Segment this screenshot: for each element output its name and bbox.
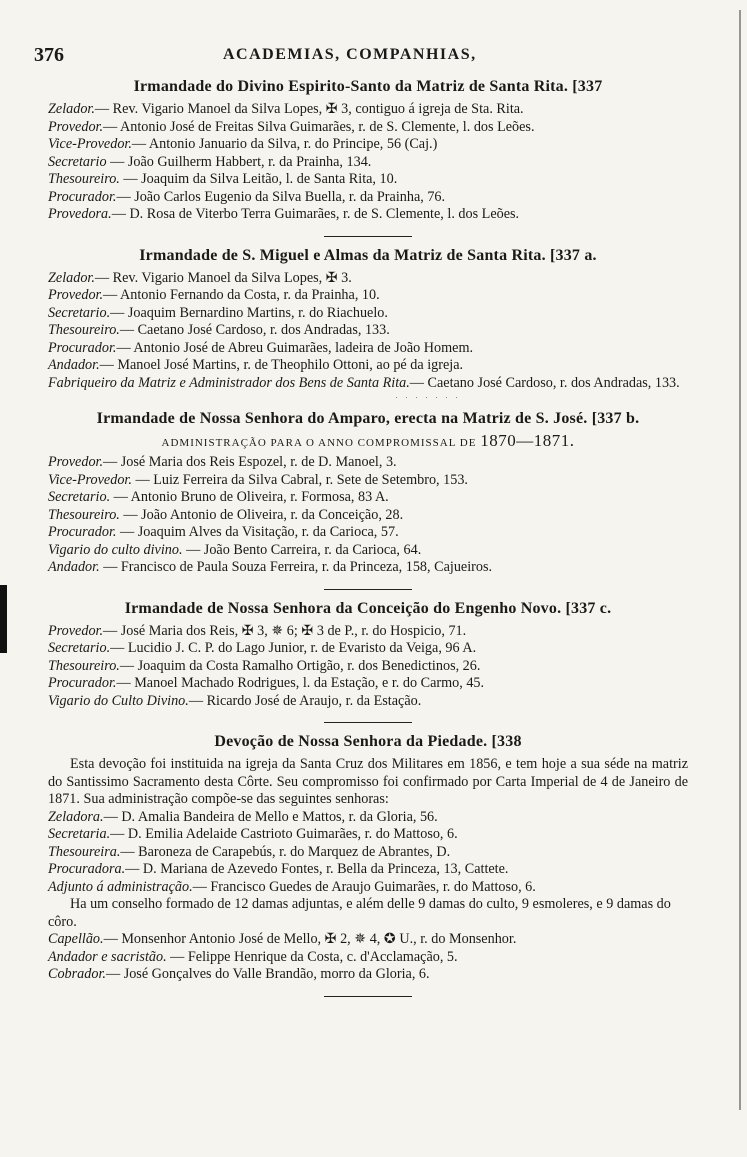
officer-entry <box>48 340 688 358</box>
officer-role: Thesoureira. <box>48 843 121 860</box>
section-title: Devoção de Nossa Senhora da Piedade. [338 <box>214 733 522 750</box>
officer-role: Vigario do culto divino. <box>48 541 183 558</box>
officer-details: — Antonio Januario da Silva, r. do Principe, 56 (Caj.) <box>131 136 438 152</box>
officer-details: — Joaquim Bernardino Martins, r. do Riachuelo. <box>110 304 388 321</box>
officer-details: — Caetano José Cardoso, r. dos Andradas, 133. <box>409 374 680 391</box>
officer-entry <box>48 119 688 137</box>
officer-details: — Francisco Guedes de Araujo Guimarães, r. do Mattoso, 6. <box>192 878 536 895</box>
officer-details: — José Gonçalves do Valle Brandão, morro da Gloria, 6. <box>105 966 430 982</box>
officer-details: — D. Emilia Adelaide Castrioto Guimarães, r. do Mattoso, 6. <box>110 826 458 842</box>
officer-role: Vigario do Culto Divino. <box>48 692 189 709</box>
officer-details: — João Bento Carreira, r. da Carioca, 64. <box>182 541 422 558</box>
document-page <box>34 38 688 1007</box>
officer-details: — Manoel Machado Rodrigues, l. da Estação, e r. do Carmo, 45. <box>116 675 485 691</box>
officer-details: — D. Amalia Bandeira de Mello e Mattos, r. da Gloria, 56. <box>103 808 438 825</box>
officer-role: Procurador. <box>48 188 117 205</box>
binding-mark <box>0 585 7 653</box>
officer-role: Cobrador. <box>48 966 106 982</box>
officer-details: — Antonio José de Abreu Guimarães, ladeira de João Homem. <box>116 339 474 356</box>
officer-entry <box>48 375 688 393</box>
officer-details: — Francisco de Paula Souza Ferreira, r. da Princeza, 158, Cajueiros. <box>99 559 493 575</box>
page-edge <box>739 10 741 1110</box>
section-paragraph: Esta devoção foi instituida na igreja da Santa Cruz dos Militares em 1856, e tem hoje a sua séde na matriz do Santissimo Sacramento desta Côrte. Seu compromisso foi confirmado por Carta Imperial de 4 de Janeiro de 1871. Sua administração compõe-se das seguintes senhoras: <box>48 756 688 807</box>
officer-details: — Rev. Vigario Manoel da Silva Lopes, ✠ 3, contiguo á igreja de Sta. Rita. <box>94 101 524 117</box>
officer-details: — D. Mariana de Azevedo Fontes, r. Bella da Princeza, 13, Cattete. <box>125 861 509 877</box>
officer-details: — Antonio Bruno de Oliveira, r. Formosa, 83 A. <box>110 489 389 505</box>
officer-role: Procurador. <box>48 339 117 356</box>
officer-role: Thesoureiro. <box>48 322 120 338</box>
officer-details: — Manoel José Martins, r. de Theophilo Ottoni, ao pé da igreja. <box>99 357 464 373</box>
section-nossa-senhora-amparo <box>48 410 688 577</box>
section-divider <box>324 236 412 237</box>
officer-list <box>48 623 688 711</box>
officer-entry <box>48 287 688 305</box>
officer-entry <box>48 559 688 577</box>
officer-details: — João Antonio de Oliveira, r. da Conceição, 28. <box>119 506 404 523</box>
officer-role: Adjunto á administração. <box>48 878 193 895</box>
officer-role: Provedor. <box>48 454 104 470</box>
officer-entry <box>48 542 688 560</box>
officer-entry <box>48 171 688 189</box>
officer-entry <box>48 844 688 862</box>
officer-entry <box>48 861 688 879</box>
officer-list <box>48 101 688 224</box>
officer-details: — Joaquim da Silva Leitão, l. de Santa Rita, 10. <box>119 171 398 187</box>
section-title: Irmandade do Divino Espirito-Santo da Matriz de Santa Rita. [337 <box>133 78 603 95</box>
officer-role: Andador. <box>48 559 100 575</box>
officer-role: Provedor. <box>48 287 104 303</box>
officer-details: Ha um conselho formado de 12 damas adjuntas, e além delle 9 damas do culto, 9 esmoleres, e 9 damas do côro. <box>48 896 671 930</box>
officer-entry <box>48 896 688 931</box>
officer-details: — João Carlos Eugenio da Silva Buella, r. da Prainha, 76. <box>116 188 446 205</box>
officer-entry <box>48 949 688 967</box>
officer-entry <box>48 675 688 693</box>
officer-details: — Rev. Vigario Manoel da Silva Lopes, ✠ 3. <box>94 269 352 286</box>
section-title: Irmandade de Nossa Senhora da Conceição do Engenho Novo. [337 c. <box>124 599 612 617</box>
administration-subtitle <box>48 431 688 451</box>
officer-role: Provedor. <box>48 622 104 639</box>
officer-entry <box>48 623 688 641</box>
officer-role: Secretario. <box>48 304 111 321</box>
officer-role: Andador. <box>48 357 100 373</box>
officer-entry <box>48 270 688 288</box>
officer-role: Zelador. <box>48 269 95 286</box>
section-title: Irmandade de Nossa Senhora do Amparo, erecta na Matriz de S. José. [337 b. <box>96 410 640 427</box>
officer-role: Procurador. <box>48 675 117 691</box>
officer-details: — Lucidio J. C. P. do Lago Junior, r. de Evaristo da Veiga, 96 A. <box>110 640 477 656</box>
officer-entry <box>48 136 688 154</box>
officer-entry <box>48 507 688 525</box>
officer-entry <box>48 809 688 827</box>
officer-role: Procuradora. <box>48 861 126 877</box>
section-divider <box>324 996 412 997</box>
officer-role: Secretario. <box>48 640 111 656</box>
officer-entry <box>48 966 688 984</box>
officer-role: Andador e sacristão. <box>48 948 167 965</box>
officer-details: — D. Rosa de Viterbo Terra Guimarães, r. de S. Clemente, l. dos Leões. <box>111 206 520 222</box>
section-divider <box>324 589 412 590</box>
decorative-dots: . . . . . . . <box>395 391 461 400</box>
officer-role: Zelador. <box>48 101 95 117</box>
officer-details: — Baroneza de Carapebús, r. do Marquez de Abrantes, D. <box>120 843 451 860</box>
officer-details: — Antonio Fernando da Costa, r. da Prainha, 10. <box>103 287 380 303</box>
officer-details: — Joaquim da Costa Ramalho Ortigão, r. dos Benedictinos, 26. <box>119 657 481 674</box>
page-header <box>34 38 688 68</box>
officer-role: Procurador. <box>48 524 117 540</box>
officer-entry <box>48 101 688 119</box>
section-title: Irmandade de S. Miguel e Almas da Matriz de Santa Rita. [337 a. <box>139 246 597 264</box>
officer-entry <box>48 693 688 711</box>
section-conceicao-engenho-novo <box>48 600 688 711</box>
officer-list <box>48 454 688 577</box>
officer-details: — Monsenhor Antonio José de Mello, ✠ 2, ✵ 4, ✪ U., r. do Monsenhor. <box>103 931 517 947</box>
officer-role: Secretaria. <box>48 826 111 842</box>
officer-role: Secretario <box>48 153 107 170</box>
officer-entry <box>48 640 688 658</box>
officer-role: Vice-Provedor. <box>48 136 132 152</box>
officer-details: — João Guilherm Habbert, r. da Prainha, 134. <box>106 153 372 170</box>
page-number: 376 <box>34 44 64 66</box>
officer-role: Thesoureiro. <box>48 506 120 523</box>
officer-details: — José Maria dos Reis, ✠ 3, ✵ 6; ✠ 3 de P., r. do Hospicio, 71. <box>103 622 467 639</box>
officer-details: — Antonio José de Freitas Silva Guimarães, r. de S. Clemente, l. dos Leões. <box>103 118 535 135</box>
section-divider <box>324 722 412 723</box>
officer-entry <box>48 826 688 844</box>
officer-details: — Luiz Ferreira da Silva Cabral, r. Sete de Setembro, 153. <box>131 471 468 488</box>
officer-role: Provedora. <box>48 206 112 222</box>
subtitle-text: ADMINISTRAÇÃO PARA O ANNO COMPROMISSAL DE <box>161 437 477 449</box>
officer-details: — José Maria dos Reis Espozel, r. de D. Manoel, 3. <box>103 454 397 470</box>
section-s-miguel-almas <box>48 247 688 401</box>
officer-list <box>48 809 688 984</box>
officer-entry <box>48 454 688 472</box>
officer-details: — Joaquim Alves da Visitação, r. da Carioca, 57. <box>116 524 399 540</box>
officer-role: Thesoureiro. <box>48 171 120 187</box>
officer-entry <box>48 154 688 172</box>
officer-details: — Caetano José Cardoso, r. dos Andradas, 133. <box>119 322 390 338</box>
running-title: ACADEMIAS, COMPANHIAS, <box>223 46 477 63</box>
section-divino-espirito-santo <box>48 78 688 224</box>
officer-entry <box>48 879 688 897</box>
officer-entry <box>48 489 688 507</box>
officer-entry <box>48 658 688 676</box>
officer-entry <box>48 931 688 949</box>
officer-entry <box>48 322 688 340</box>
officer-details: — Ricardo José de Araujo, r. da Estação. <box>188 692 422 709</box>
officer-details: — Felippe Henrique da Costa, c. d'Acclamação, 5. <box>166 948 458 965</box>
officer-entry <box>48 305 688 323</box>
officer-role: Thesoureiro. <box>48 657 120 674</box>
officer-entry <box>48 206 688 224</box>
subtitle-years: 1870—1871. <box>480 431 575 450</box>
officer-entry <box>48 472 688 490</box>
section-nossa-senhora-piedade <box>48 733 688 984</box>
officer-role: Zeladora. <box>48 808 104 825</box>
officer-role: Capellão. <box>48 931 104 947</box>
officer-role: Secretario. <box>48 489 111 505</box>
officer-role: Fabriqueiro da Matriz e Administrador dos Bens de Santa Rita. <box>48 374 410 391</box>
officer-entry <box>48 189 688 207</box>
officer-role: Vice-Provedor. <box>48 471 132 488</box>
officer-role: Provedor. <box>48 118 104 135</box>
officer-entry <box>48 524 688 542</box>
officer-list <box>48 270 688 393</box>
officer-entry <box>48 357 688 375</box>
